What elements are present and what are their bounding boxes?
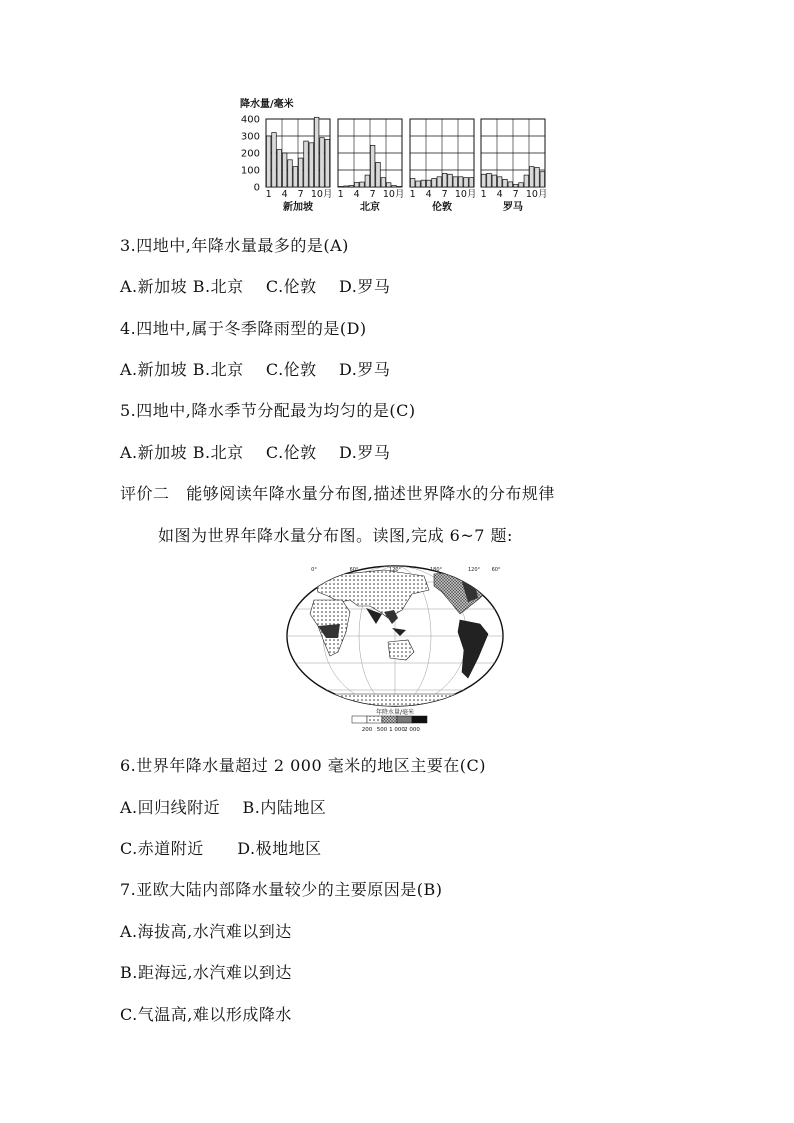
longitude-label: 0° xyxy=(311,567,317,573)
bar-新加坡-7 xyxy=(298,158,303,187)
question-3-options: A.新加坡 B.北京 C.伦敦 D.罗马 xyxy=(120,277,391,296)
y-tick-label: 0 xyxy=(253,182,260,194)
bar-罗马-5 xyxy=(503,179,508,187)
bar-新加坡-5 xyxy=(288,160,293,187)
longitude-label: 180° xyxy=(429,567,443,573)
city-label: 伦敦 xyxy=(432,202,452,213)
bar-北京-2 xyxy=(344,186,349,187)
bar-伦敦-12 xyxy=(469,178,474,187)
map-legend-title: 年降水量/毫米 xyxy=(376,709,415,716)
bar-罗马-2 xyxy=(487,173,492,187)
x-tick-label: 7 xyxy=(441,189,448,200)
y-axis-label: 降水量/毫米 xyxy=(240,99,294,110)
world-precipitation-map xyxy=(284,562,510,736)
legend-swatch-3 xyxy=(382,716,397,723)
x-tick-label: 4 xyxy=(496,189,503,200)
legend-values xyxy=(362,727,421,733)
bar-北京-8 xyxy=(376,162,381,187)
x-tick-label: 4 xyxy=(353,189,360,200)
question-6-options-row-1: A.回归线附近 B.内陆地区 xyxy=(120,798,327,817)
y-tick-label: 300 xyxy=(240,131,260,143)
bar-罗马-3 xyxy=(492,175,497,187)
question-5: 5.四地中,降水季节分配最为均匀的是(C) xyxy=(120,401,416,420)
y-tick-label: 400 xyxy=(240,114,260,126)
bar-北京-4 xyxy=(354,183,359,187)
question-7-option-b: B.距海远,水汽难以到达 xyxy=(120,963,292,982)
legend-value: 500 xyxy=(376,727,388,733)
x-tick-label: 4 xyxy=(425,189,432,200)
question-7: 7.亚欧大陆内部降水量较少的主要原因是(B) xyxy=(120,880,443,899)
bar-新加坡-2 xyxy=(272,133,277,187)
bar-新加坡-1 xyxy=(266,136,271,187)
bar-北京-6 xyxy=(365,175,370,187)
legend-swatch-5 xyxy=(412,716,427,723)
bar-新加坡-11 xyxy=(320,138,325,187)
x-tick-label: 1 xyxy=(409,189,416,200)
bar-罗马-8 xyxy=(519,183,524,187)
bar-北京-7 xyxy=(370,145,375,187)
legend-value: 200 xyxy=(361,727,373,733)
legend-swatch-1 xyxy=(352,716,367,723)
bar-新加坡-10 xyxy=(314,117,319,187)
bar-伦敦-6 xyxy=(437,177,442,187)
bar-北京-11 xyxy=(392,185,397,187)
bar-伦敦-1 xyxy=(410,179,415,188)
map-intro: 如图为世界年降水量分布图。读图,完成 6~7 题: xyxy=(158,526,513,545)
x-tick-label: 4 xyxy=(281,189,288,200)
bar-新加坡-6 xyxy=(293,167,298,187)
legend-value: 1 000 xyxy=(389,727,405,733)
question-4-options: A.新加坡 B.北京 C.伦敦 D.罗马 xyxy=(120,360,391,379)
y-tick-label: 200 xyxy=(240,148,260,160)
bar-罗马-9 xyxy=(524,175,529,187)
bar-北京-3 xyxy=(349,185,354,187)
question-7-option-a: A.海拔高,水汽难以到达 xyxy=(120,922,292,941)
bar-新加坡-9 xyxy=(309,143,314,187)
legend-value: 2 000 xyxy=(404,727,420,733)
x-tick-label: 10月 xyxy=(382,189,405,200)
bar-罗马-1 xyxy=(481,174,486,187)
bar-伦敦-5 xyxy=(432,179,437,188)
question-6: 6.世界年降水量超过 2 000 毫米的地区主要在(C) xyxy=(120,756,486,775)
x-tick-label: 1 xyxy=(480,189,487,200)
bar-罗马-12 xyxy=(540,172,545,187)
longitude-label: 120° xyxy=(467,567,481,573)
bar-罗马-11 xyxy=(535,167,540,187)
longitude-label: 60° xyxy=(349,567,359,573)
x-tick-label: 7 xyxy=(512,189,519,200)
bar-新加坡-4 xyxy=(282,153,287,187)
question-4: 4.四地中,属于冬季降雨型的是(D) xyxy=(120,319,367,338)
bar-伦敦-9 xyxy=(453,177,458,187)
longitude-label: 60° xyxy=(491,567,501,573)
question-6-options-row-2: C.赤道附近 D.极地地区 xyxy=(120,839,322,858)
bar-伦敦-3 xyxy=(421,180,426,187)
climate-bar-charts xyxy=(236,92,566,216)
x-tick-label: 7 xyxy=(369,189,376,200)
x-tick-label: 7 xyxy=(297,189,304,200)
x-tick-label: 1 xyxy=(265,189,272,200)
bar-北京-9 xyxy=(381,178,386,187)
bar-北京-5 xyxy=(360,182,365,187)
bar-罗马-6 xyxy=(508,182,513,187)
x-tick-label: 10月 xyxy=(454,189,477,200)
question-3: 3.四地中,年降水量最多的是(A) xyxy=(120,236,349,255)
bar-伦敦-11 xyxy=(464,178,469,187)
city-label: 北京 xyxy=(360,202,380,213)
section-2-heading: 评价二 能够阅读年降水量分布图,描述世界降水的分布规律 xyxy=(120,484,555,503)
bar-北京-1 xyxy=(338,186,343,187)
x-tick-label: 1 xyxy=(337,189,344,200)
bar-伦敦-4 xyxy=(426,180,431,187)
x-tick-label: 10月 xyxy=(525,189,548,200)
bar-新加坡-3 xyxy=(277,150,282,187)
legend-swatch-2 xyxy=(367,716,382,723)
bar-伦敦-10 xyxy=(458,177,463,187)
city-label: 罗马 xyxy=(503,202,523,213)
legend-swatch-4 xyxy=(397,716,412,723)
x-tick-label: 10月 xyxy=(310,189,333,200)
bar-北京-10 xyxy=(386,183,391,187)
bar-新加坡-12 xyxy=(325,139,330,187)
bar-罗马-10 xyxy=(529,167,534,187)
question-5-options: A.新加坡 B.北京 C.伦敦 D.罗马 xyxy=(120,443,391,462)
bar-伦敦-2 xyxy=(416,181,421,187)
bar-新加坡-8 xyxy=(304,141,309,187)
question-7-option-c: C.气温高,难以形成降水 xyxy=(120,1005,292,1024)
longitude-label: 120° xyxy=(388,567,402,573)
bar-伦敦-8 xyxy=(448,174,453,187)
bar-罗马-4 xyxy=(497,177,502,187)
city-label: 新加坡 xyxy=(283,202,313,213)
y-tick-label: 100 xyxy=(240,165,260,177)
bar-北京-12 xyxy=(397,186,402,187)
bar-罗马-7 xyxy=(513,184,518,187)
bar-伦敦-7 xyxy=(442,173,447,187)
